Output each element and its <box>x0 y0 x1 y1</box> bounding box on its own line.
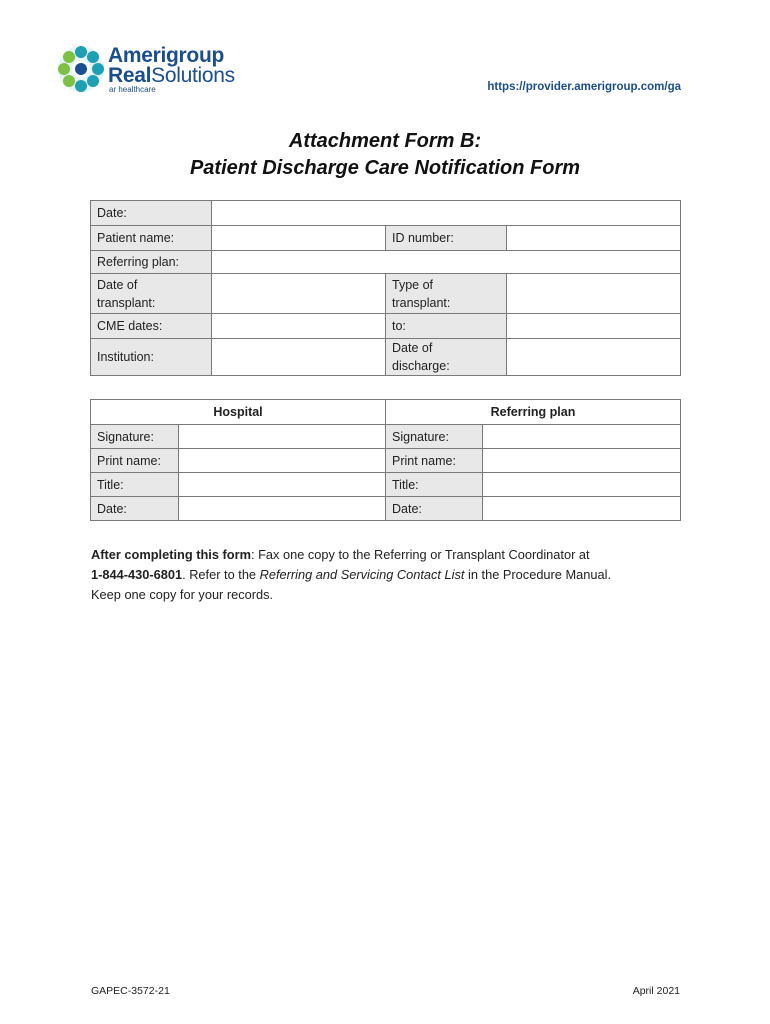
date-label: Date: <box>91 201 212 226</box>
plan-print-name-field[interactable] <box>483 449 681 473</box>
logo-name: Amerigroup <box>108 44 225 67</box>
form-title: Attachment Form B: <box>288 130 482 152</box>
instructions-lead: After completing this form <box>91 547 251 562</box>
patient-name-label: Patient name: <box>91 226 212 251</box>
patient-info-table <box>90 200 681 376</box>
logo-tagline: ar healthcare <box>109 85 156 94</box>
instructions-text-2: . Refer to the <box>182 567 260 582</box>
instructions-text-4: Keep one copy for your records. <box>91 587 274 602</box>
date-of-discharge-field[interactable] <box>507 339 681 376</box>
id-number-field[interactable] <box>507 226 681 251</box>
hospital-title-label: Title: <box>91 473 179 497</box>
signature-table <box>90 399 681 521</box>
plan-title-label: Title: <box>386 473 483 497</box>
institution-field[interactable] <box>212 339 386 376</box>
contact-list-reference: Referring and Servicing Contact List <box>259 567 465 582</box>
instructions-text-1: : Fax one copy to the Referring or Transplant Coordinator at <box>250 547 590 562</box>
plan-date-label: Date: <box>386 497 483 521</box>
form-date: April 2021 <box>632 985 680 997</box>
instructions-text-3: in the Procedure Manual. <box>464 567 612 582</box>
provider-url-link[interactable]: https://provider.amerigroup.com/ga <box>487 81 681 93</box>
referring-plan-header: Referring plan <box>386 400 681 425</box>
cme-to-label: to: <box>386 314 507 339</box>
logo-subname: RealSolutions <box>108 64 235 87</box>
form-code: GAPEC-3572-21 <box>91 985 170 997</box>
cme-dates-from-field[interactable] <box>212 314 386 339</box>
plan-title-field[interactable] <box>483 473 681 497</box>
patient-name-field[interactable] <box>212 226 386 251</box>
date-of-discharge-label: Date of discharge: <box>386 339 507 376</box>
type-of-transplant-label: Type of transplant: <box>386 274 507 314</box>
form-subtitle: Patient Discharge Care Notification Form <box>189 157 581 179</box>
date-of-transplant-label: Date of transplant: <box>91 274 212 314</box>
logo-flower-icon <box>56 44 106 94</box>
referring-plan-field[interactable] <box>212 251 681 274</box>
hospital-signature-field[interactable] <box>179 425 386 449</box>
plan-date-field[interactable] <box>483 497 681 521</box>
hospital-header: Hospital <box>91 400 386 425</box>
type-of-transplant-field[interactable] <box>507 274 681 314</box>
plan-print-name-label: Print name: <box>386 449 483 473</box>
plan-signature-label: Signature: <box>386 425 483 449</box>
hospital-print-name-label: Print name: <box>91 449 179 473</box>
hospital-date-label: Date: <box>91 497 179 521</box>
hospital-title-field[interactable] <box>179 473 386 497</box>
id-number-label: ID number: <box>386 226 507 251</box>
fax-number: 1-844-430-6801 <box>91 567 183 582</box>
instructions-note <box>91 545 691 605</box>
hospital-print-name-field[interactable] <box>179 449 386 473</box>
plan-signature-field[interactable] <box>483 425 681 449</box>
cme-dates-label: CME dates: <box>91 314 212 339</box>
hospital-date-field[interactable] <box>179 497 386 521</box>
date-of-transplant-field[interactable] <box>212 274 386 314</box>
referring-plan-label: Referring plan: <box>91 251 212 274</box>
brand-logo <box>56 44 256 100</box>
cme-dates-to-field[interactable] <box>507 314 681 339</box>
date-field[interactable] <box>212 201 681 226</box>
hospital-signature-label: Signature: <box>91 425 179 449</box>
institution-label: Institution: <box>91 339 212 376</box>
